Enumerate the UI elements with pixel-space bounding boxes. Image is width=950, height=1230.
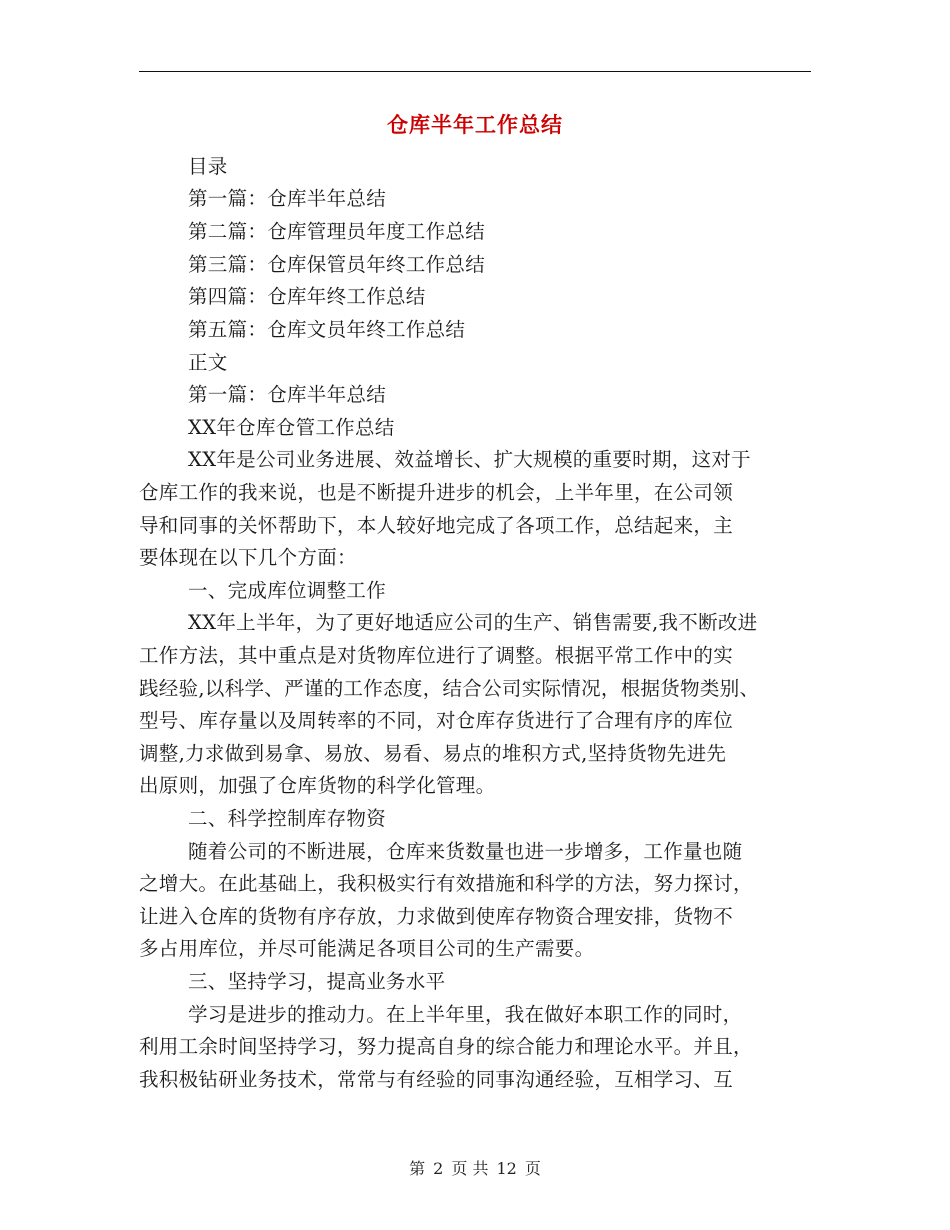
page-footer bbox=[0, 1156, 950, 1179]
paragraph-line: 随着公司的不断进展，仓库来货数量也进一步增多，工作量也随 bbox=[188, 840, 743, 863]
paragraph-line: 出原则，加强了仓库货物的科学化管理。 bbox=[139, 774, 496, 797]
paragraph-line: 仓库工作的我来说，也是不断提升进步的机会，上半年里，在公司领 bbox=[139, 481, 734, 504]
subheading: 二、科学控制库存物资 bbox=[188, 807, 387, 830]
toc-heading: 目录 bbox=[188, 155, 228, 178]
footer-suffix: 页 bbox=[524, 1159, 541, 1178]
footer-middle: 页 共 bbox=[451, 1159, 489, 1178]
paragraph-line: 要体现在以下几个方面： bbox=[139, 546, 357, 569]
paragraph-line: 多占用库位，并尽可能满足各项目公司的生产需要。 bbox=[139, 937, 595, 960]
paragraph-line: 工作方法，其中重点是对货物库位进行了调整。根据平常工作中的实 bbox=[139, 644, 734, 667]
paragraph-line: 导和同事的关怀帮助下，本人较好地完成了各项工作，总结起来，主 bbox=[139, 514, 734, 537]
paragraph-line: XX年是公司业务进展、效益增长、扩大规模的重要时期，这对于 bbox=[188, 448, 751, 471]
paragraph-line: 践经验,以科学、严谨的工作态度，结合公司实际情况，根据货物类别、 bbox=[139, 677, 760, 700]
header-rule bbox=[139, 71, 811, 72]
paragraph-line: 让进入仓库的货物有序存放，力求做到使库存物资合理安排，货物不 bbox=[139, 905, 734, 928]
paragraph-line: 学习是进步的推动力。在上半年里，我在做好本职工作的同时， bbox=[188, 1003, 743, 1026]
toc-item: 第二篇：仓库管理员年度工作总结 bbox=[188, 220, 486, 243]
subheading: 一、完成库位调整工作 bbox=[188, 579, 387, 602]
chapter-heading: 第一篇：仓库半年总结 bbox=[188, 383, 387, 406]
page-number: 2 bbox=[433, 1159, 444, 1178]
paragraph-line: 型号、库存量以及周转率的不同，对仓库存货进行了合理有序的库位 bbox=[139, 709, 734, 732]
section-title: XX年仓库仓管工作总结 bbox=[188, 416, 395, 439]
subheading: 三、坚持学习，提高业务水平 bbox=[188, 970, 446, 993]
document-title: 仓库半年工作总结 bbox=[387, 113, 563, 137]
toc-item: 第一篇：仓库半年总结 bbox=[188, 187, 387, 210]
toc-item: 第三篇：仓库保管员年终工作总结 bbox=[188, 253, 486, 276]
paragraph-line: 之增大。在此基础上，我积极实行有效措施和科学的方法，努力探讨， bbox=[139, 872, 753, 895]
paragraph-line: 调整,力求做到易拿、易放、易看、易点的堆积方式,坚持货物先进先 bbox=[139, 742, 727, 765]
paragraph-line: XX年上半年，为了更好地适应公司的生产、销售需要,我不断改进 bbox=[188, 611, 758, 634]
toc-item: 第五篇：仓库文员年终工作总结 bbox=[188, 318, 466, 341]
body-heading: 正文 bbox=[188, 351, 228, 374]
footer-prefix: 第 bbox=[409, 1159, 426, 1178]
paragraph-line: 利用工余时间坚持学习，努力提高自身的综合能力和理论水平。并且， bbox=[139, 1035, 753, 1058]
paragraph-line: 我积极钻研业务技术，常常与有经验的同事沟通经验，互相学习、互 bbox=[139, 1068, 734, 1091]
total-pages: 12 bbox=[496, 1159, 517, 1178]
toc-item: 第四篇：仓库年终工作总结 bbox=[188, 285, 426, 308]
